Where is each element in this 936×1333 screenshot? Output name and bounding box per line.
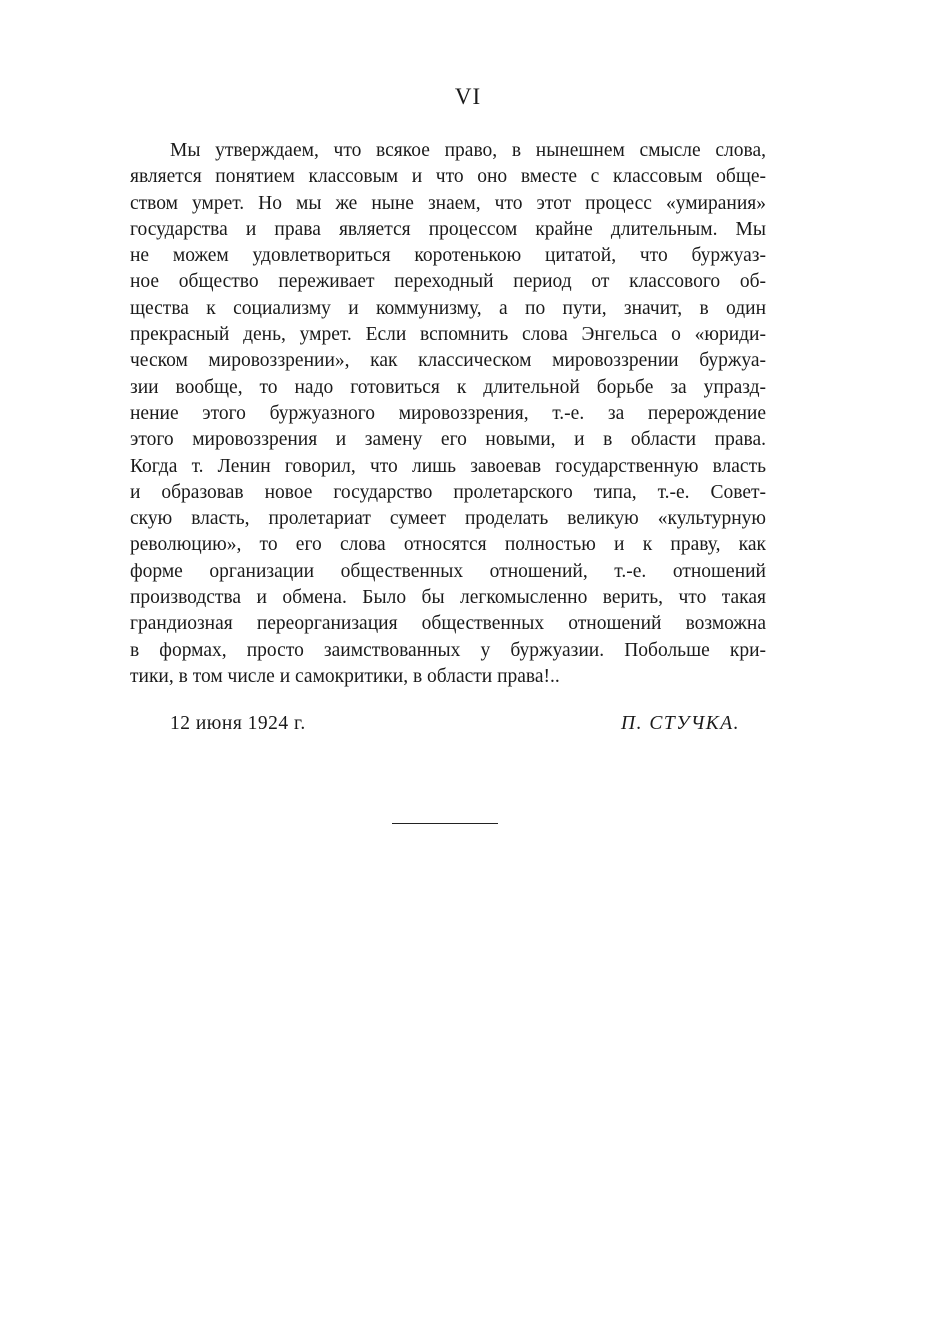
text-line: является понятием классовым и что оно вместе с классовым обще- [130, 166, 766, 188]
text-line: прекрасный день, умрет. Если вспомнить слова Энгельса о «юриди- [130, 324, 766, 346]
text-line: грандиозная переорганизация общественных отношений возможна [130, 613, 766, 635]
page-number: VI [454, 84, 482, 109]
text-line: не можем удовлетвориться коротенькою цитатой, что буржуаз- [130, 245, 766, 267]
text-line: Когда т. Ленин говорил, что лишь завоевав государственную власть [130, 455, 766, 477]
text-line: ческом мировоззрении», как классическом мировоззрении буржуа- [130, 350, 766, 372]
text-line: производства и обмена. Было бы легкомысленно верить, что такая [130, 587, 766, 609]
text-line: нение этого буржуазного мировоззрения, т.-е. за перерождение [130, 402, 766, 424]
text-line: и образовав новое государство пролетарского типа, т.-е. Совет- [130, 481, 766, 503]
end-divider [392, 823, 498, 824]
text-line: революцию», то его слова относятся полностью и к праву, как [130, 534, 766, 556]
text-line: этого мировоззрения и замену его новыми, и в области права. [130, 429, 766, 451]
text-line: ством умрет. Но мы же ныне знаем, что этот процесс «умирания» [130, 192, 766, 214]
text-line: Мы утверждаем, что всякое право, в нынешнем смысле слова, [170, 140, 766, 161]
text-line: ное общество переживает переходный период от классового об- [130, 271, 766, 293]
text-line: государства и права является процессом крайне длительным. Мы [130, 218, 766, 240]
date: 12 июня 1924 г. [170, 713, 306, 734]
text-line: скую власть, пролетариат сумеет проделать великую «культурную [130, 508, 766, 530]
text-line: зии вообще, то надо готовиться к длительной борьбе за упразд- [130, 376, 766, 398]
body-paragraph [130, 138, 766, 690]
text-line: щества к социализму и коммунизму, а по пути, значит, в один [130, 297, 766, 319]
text-line: форме организации общественных отношений, т.-е. отношений [130, 560, 766, 582]
text-line: тики, в том числе и самокритики, в области права!.. [130, 665, 560, 687]
text-line: в формах, просто заимствованных у буржуазии. Побольше кри- [130, 639, 766, 661]
author-signature: П. СТУЧКА. [621, 713, 740, 734]
